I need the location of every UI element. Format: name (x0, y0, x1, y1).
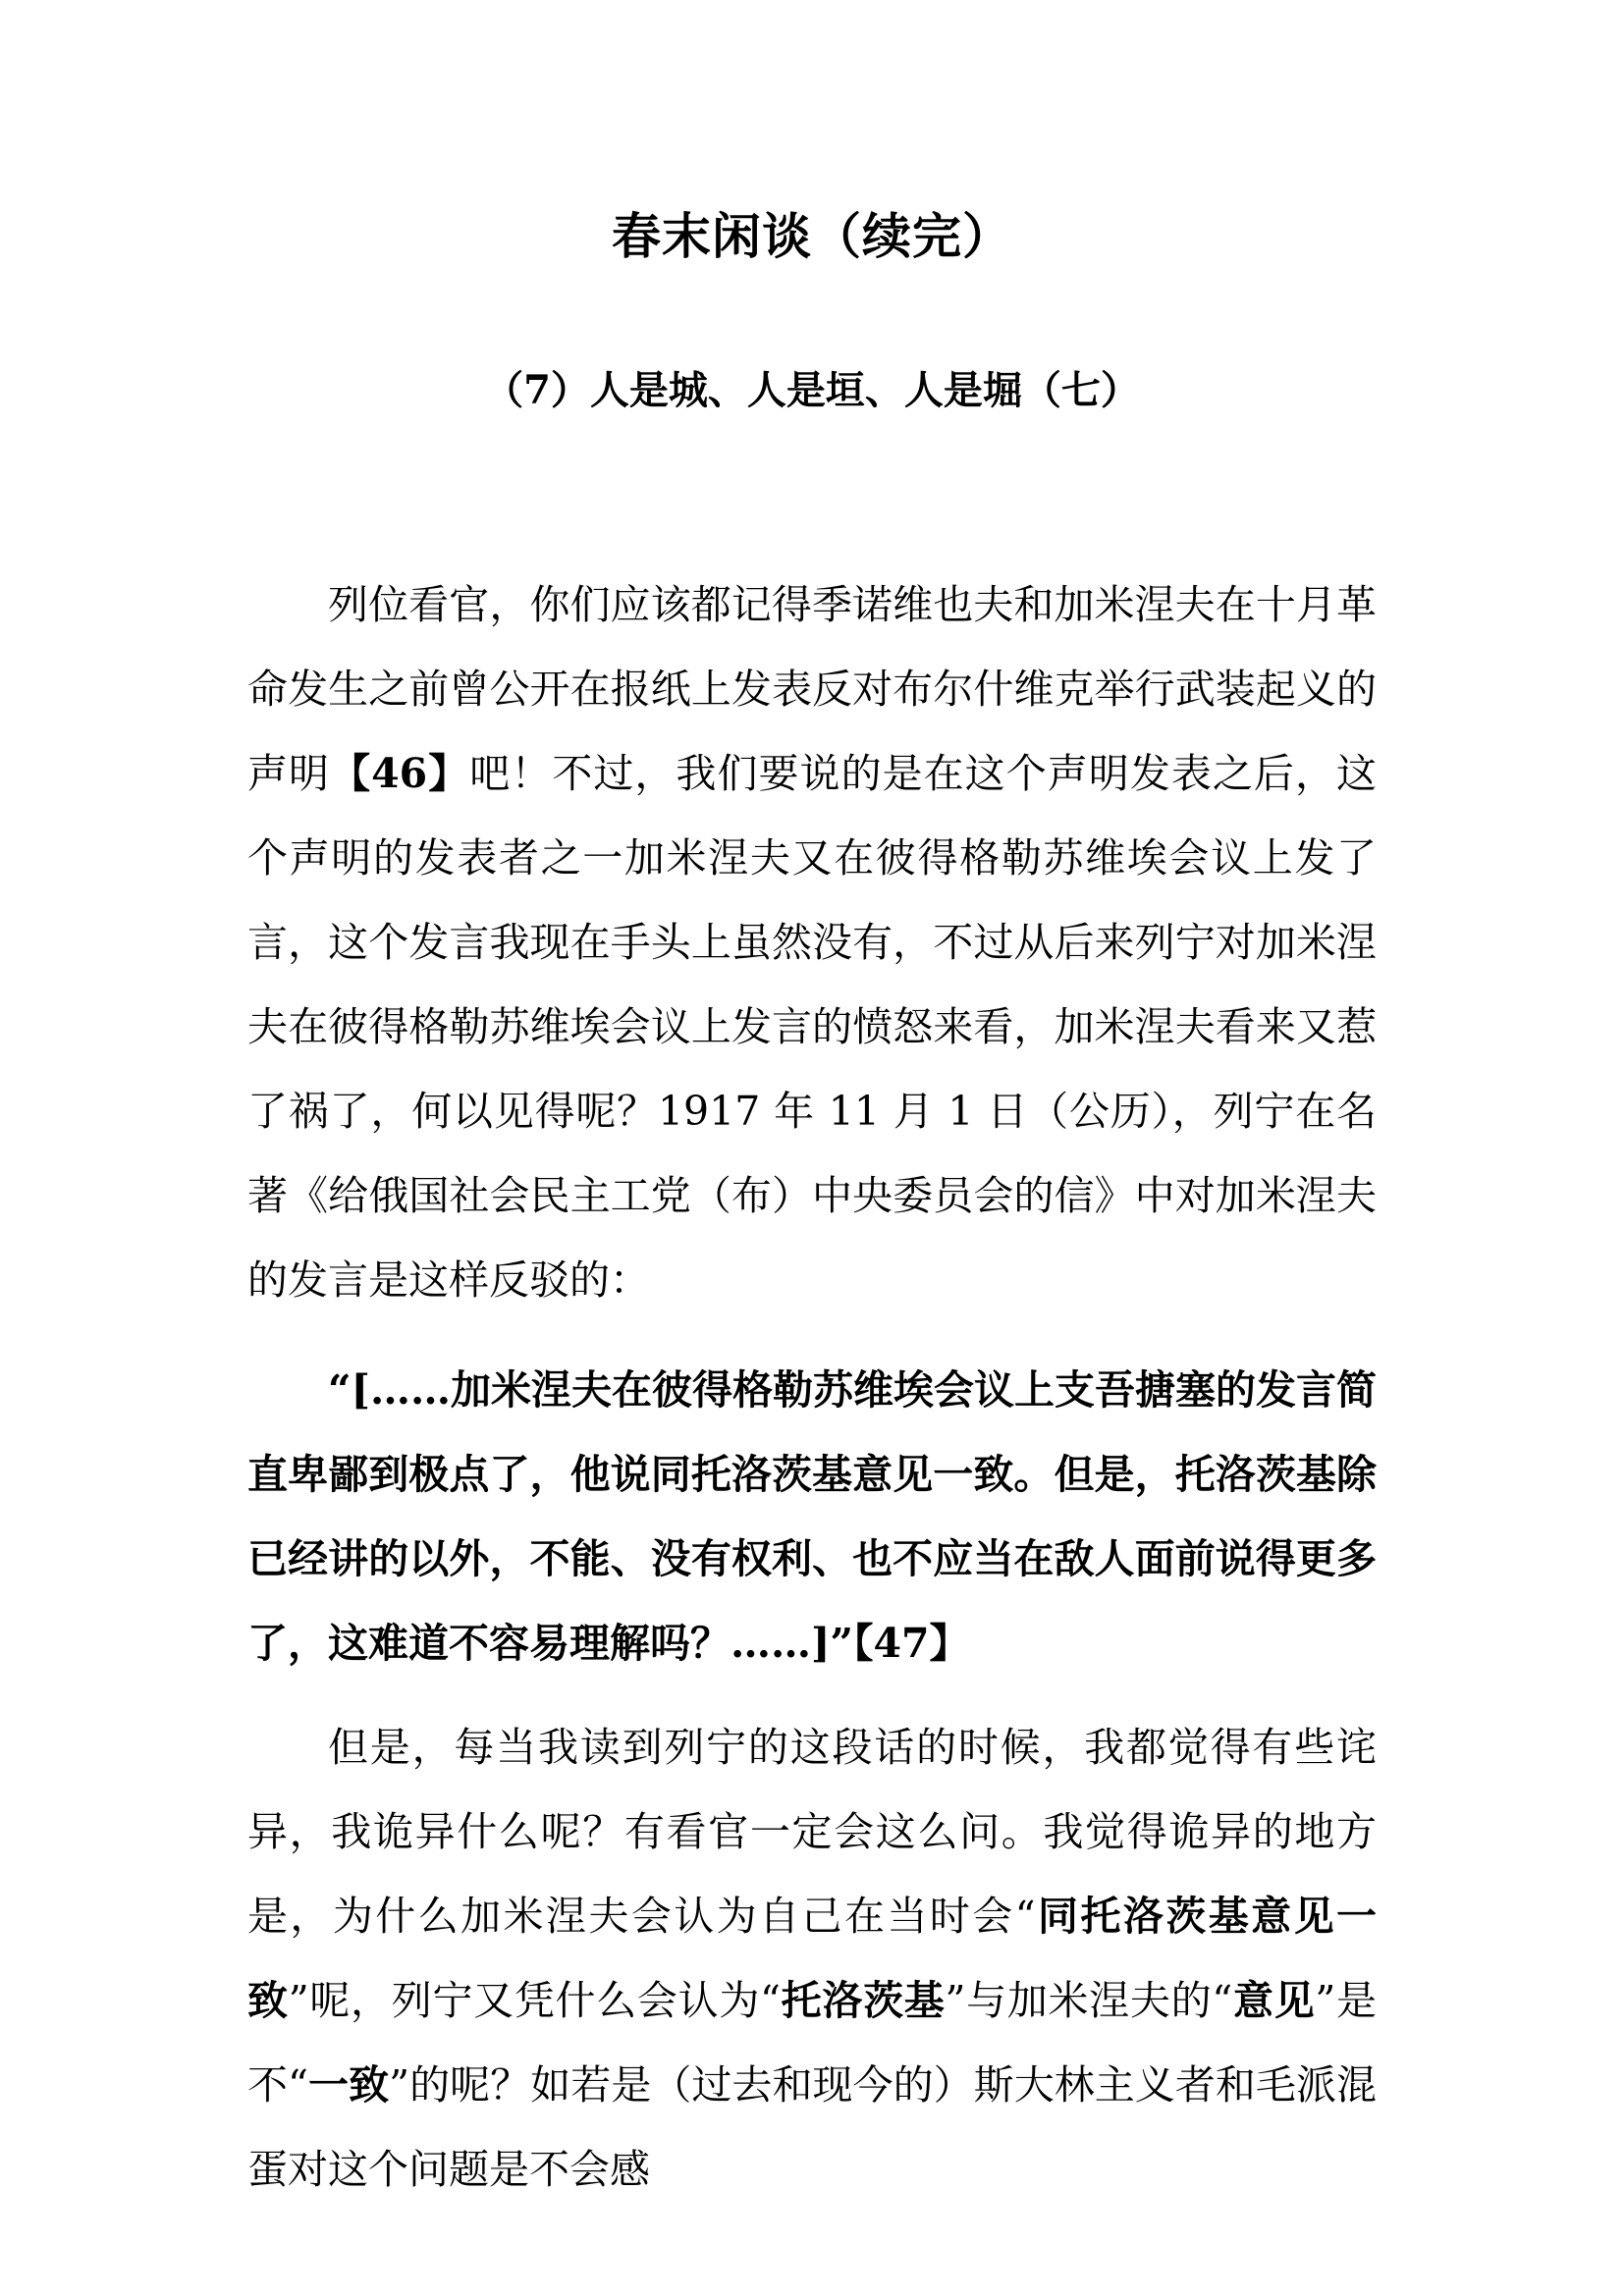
text-run: 意见 (1232, 1977, 1316, 2024)
text-run: 托洛茨基 (780, 1977, 946, 2024)
paragraph-intro (247, 562, 1377, 1322)
text-run: 吧！不过，我们要说的是在这个声明发表之后，这个声明的发表者之一加米涅夫又在彼得格勒苏维埃会议上发了言，这个发言我现在手头上虽然没有，不过从后来列宁对加米涅夫在彼得格勒苏维埃会议上发言的愤怒来看，加米涅夫看来又惹了祸了，何以见得呢？1917 年 11 月 1 日（公历），列宁在名著《给俄国社会民主工党（布）中央委员会的信》中对加米涅夫的发言是这样反驳的： (247, 750, 1378, 1304)
text-run: ”呢，列宁又凭什么会认为“ (288, 1977, 781, 2024)
section-heading: （7）人是城、人是垣、人是堀（七） (484, 367, 1140, 413)
text-run: 一致 (308, 2061, 390, 2109)
document-body (247, 562, 1377, 2212)
quote-paragraph (247, 1348, 1377, 1685)
paragraph-commentary (247, 1705, 1377, 2212)
text-run: ”的呢？如若是（过去和现今的）斯大林主义者和毛派混蛋对这个问题是不会感 (247, 2061, 1377, 2193)
text-run: 列位看官，你们应该都记得季诺维也夫和加米涅夫在十月革命发生之前曾公开在报纸上发表反对布尔什维克举行武装起义的声明 (247, 581, 1377, 797)
document-title: 春末闲谈（续完） (612, 207, 1012, 265)
text-run: “[……加米涅夫在彼得格勒苏维埃会议上支吾搪塞的发言简直卑鄙到极点了，他说同托洛茨基意见一致。但是，托洛茨基除已经讲的以外，不能、没有权利、也不应当在敌人面前说得更多了，这难道不容易理解吗？……]”【47】 (247, 1366, 1377, 1667)
text-run: 【46】 (330, 750, 470, 797)
text-run: 但是，每当我读到列宁的这段话的时候，我都觉得有些诧异，我诡异什么呢？有看官一定会这么问。我觉得诡异的地方是，为什么加米涅夫会认为自己在当时会“ (247, 1724, 1377, 1940)
text-run: ”是不“ (247, 1977, 1378, 2109)
text-run: ”与加米涅夫的“ (945, 1977, 1233, 2024)
text-run: 同托洛茨基意见一致 (247, 1893, 1378, 2024)
